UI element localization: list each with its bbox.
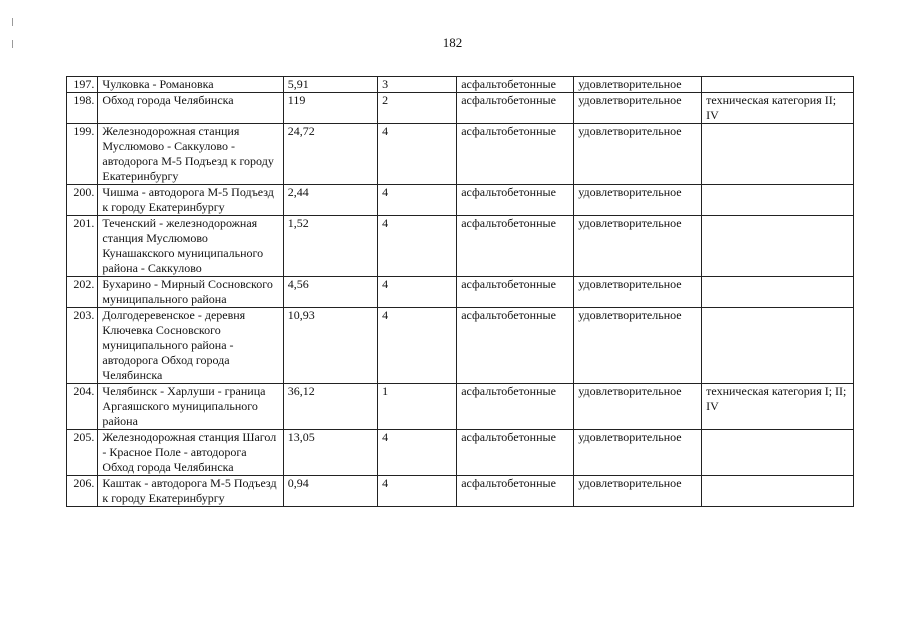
road-note: [702, 277, 854, 308]
row-number: 201.: [67, 216, 98, 277]
table-row: [67, 430, 854, 476]
road-length: 1,52: [283, 216, 377, 277]
row-number: 206.: [67, 476, 98, 507]
road-length: 0,94: [283, 476, 377, 507]
road-surface: асфальтобетонные: [457, 216, 574, 277]
road-surface: асфальтобетонные: [457, 277, 574, 308]
road-length: 4,56: [283, 277, 377, 308]
road-surface: асфальтобетонные: [457, 124, 574, 185]
row-number: 202.: [67, 277, 98, 308]
table-row: [67, 185, 854, 216]
road-condition: удовлетворительное: [574, 277, 702, 308]
road-condition: удовлетворительное: [574, 77, 702, 93]
table-row: [67, 93, 854, 124]
row-number: 205.: [67, 430, 98, 476]
road-condition: удовлетворительное: [574, 185, 702, 216]
road-surface: асфальтобетонные: [457, 185, 574, 216]
road-length: 5,91: [283, 77, 377, 93]
road-length: 119: [283, 93, 377, 124]
road-condition: удовлетворительное: [574, 430, 702, 476]
road-surface: асфальтобетонные: [457, 384, 574, 430]
road-note: техническая категория II; IV: [702, 93, 854, 124]
road-category: 4: [378, 277, 457, 308]
road-name: Челябинск - Харлуши - граница Аргаяшского муниципального района: [98, 384, 283, 430]
road-name: Бухарино - Мирный Сосновского муниципального района: [98, 277, 283, 308]
row-number: 204.: [67, 384, 98, 430]
road-name: Каштак - автодорога М-5 Подъезд к городу Екатеринбургу: [98, 476, 283, 507]
table-row: [67, 216, 854, 277]
road-category: 1: [378, 384, 457, 430]
road-category: 4: [378, 124, 457, 185]
road-category: 3: [378, 77, 457, 93]
roads-table: [66, 76, 854, 507]
road-category: 4: [378, 216, 457, 277]
road-name: Железнодорожная станция Шагол - Красное Поле - автодорога Обход города Челябинска: [98, 430, 283, 476]
road-name: Теченский - железнодорожная станция Муслюмово Кунашакского муниципального района - Саккулово: [98, 216, 283, 277]
road-name: Чулковка - Романовка: [98, 77, 283, 93]
road-length: 36,12: [283, 384, 377, 430]
road-surface: асфальтобетонные: [457, 430, 574, 476]
road-condition: удовлетворительное: [574, 476, 702, 507]
road-note: [702, 476, 854, 507]
road-name: Обход города Челябинска: [98, 93, 283, 124]
table-row: [67, 124, 854, 185]
road-category: 4: [378, 185, 457, 216]
road-category: 4: [378, 476, 457, 507]
road-category: 4: [378, 430, 457, 476]
road-length: 10,93: [283, 308, 377, 384]
row-number: 198.: [67, 93, 98, 124]
table-row: [67, 476, 854, 507]
road-category: 2: [378, 93, 457, 124]
road-surface: асфальтобетонные: [457, 93, 574, 124]
road-condition: удовлетворительное: [574, 216, 702, 277]
scan-edge-mark: [12, 18, 13, 26]
road-surface: асфальтобетонные: [457, 308, 574, 384]
road-condition: удовлетворительное: [574, 93, 702, 124]
page-number: 182: [442, 35, 463, 50]
road-note: техническая категория I; II; IV: [702, 384, 854, 430]
road-note: [702, 185, 854, 216]
road-category: 4: [378, 308, 457, 384]
table-row: [67, 77, 854, 93]
road-note: [702, 430, 854, 476]
road-note: [702, 124, 854, 185]
row-number: 203.: [67, 308, 98, 384]
road-condition: удовлетворительное: [574, 308, 702, 384]
table-row: [67, 308, 854, 384]
road-name: Чишма - автодорога М-5 Подъезд к городу Екатеринбургу: [98, 185, 283, 216]
road-length: 13,05: [283, 430, 377, 476]
road-length: 24,72: [283, 124, 377, 185]
table-row: [67, 384, 854, 430]
row-number: 199.: [67, 124, 98, 185]
road-name: Долгодеревенское - деревня Ключевка Сосновского муниципального района - автодорога Обход города Челябинска: [98, 308, 283, 384]
road-name: Железнодорожная станция Муслюмово - Саккулово - автодорога М-5 Подъезд к городу Екатеринбургу: [98, 124, 283, 185]
road-surface: асфальтобетонные: [457, 77, 574, 93]
road-condition: удовлетворительное: [574, 384, 702, 430]
road-note: [702, 77, 854, 93]
row-number: 200.: [67, 185, 98, 216]
road-surface: асфальтобетонные: [457, 476, 574, 507]
road-length: 2,44: [283, 185, 377, 216]
road-note: [702, 216, 854, 277]
road-condition: удовлетворительное: [574, 124, 702, 185]
road-note: [702, 308, 854, 384]
row-number: 197.: [67, 77, 98, 93]
table-row: [67, 277, 854, 308]
